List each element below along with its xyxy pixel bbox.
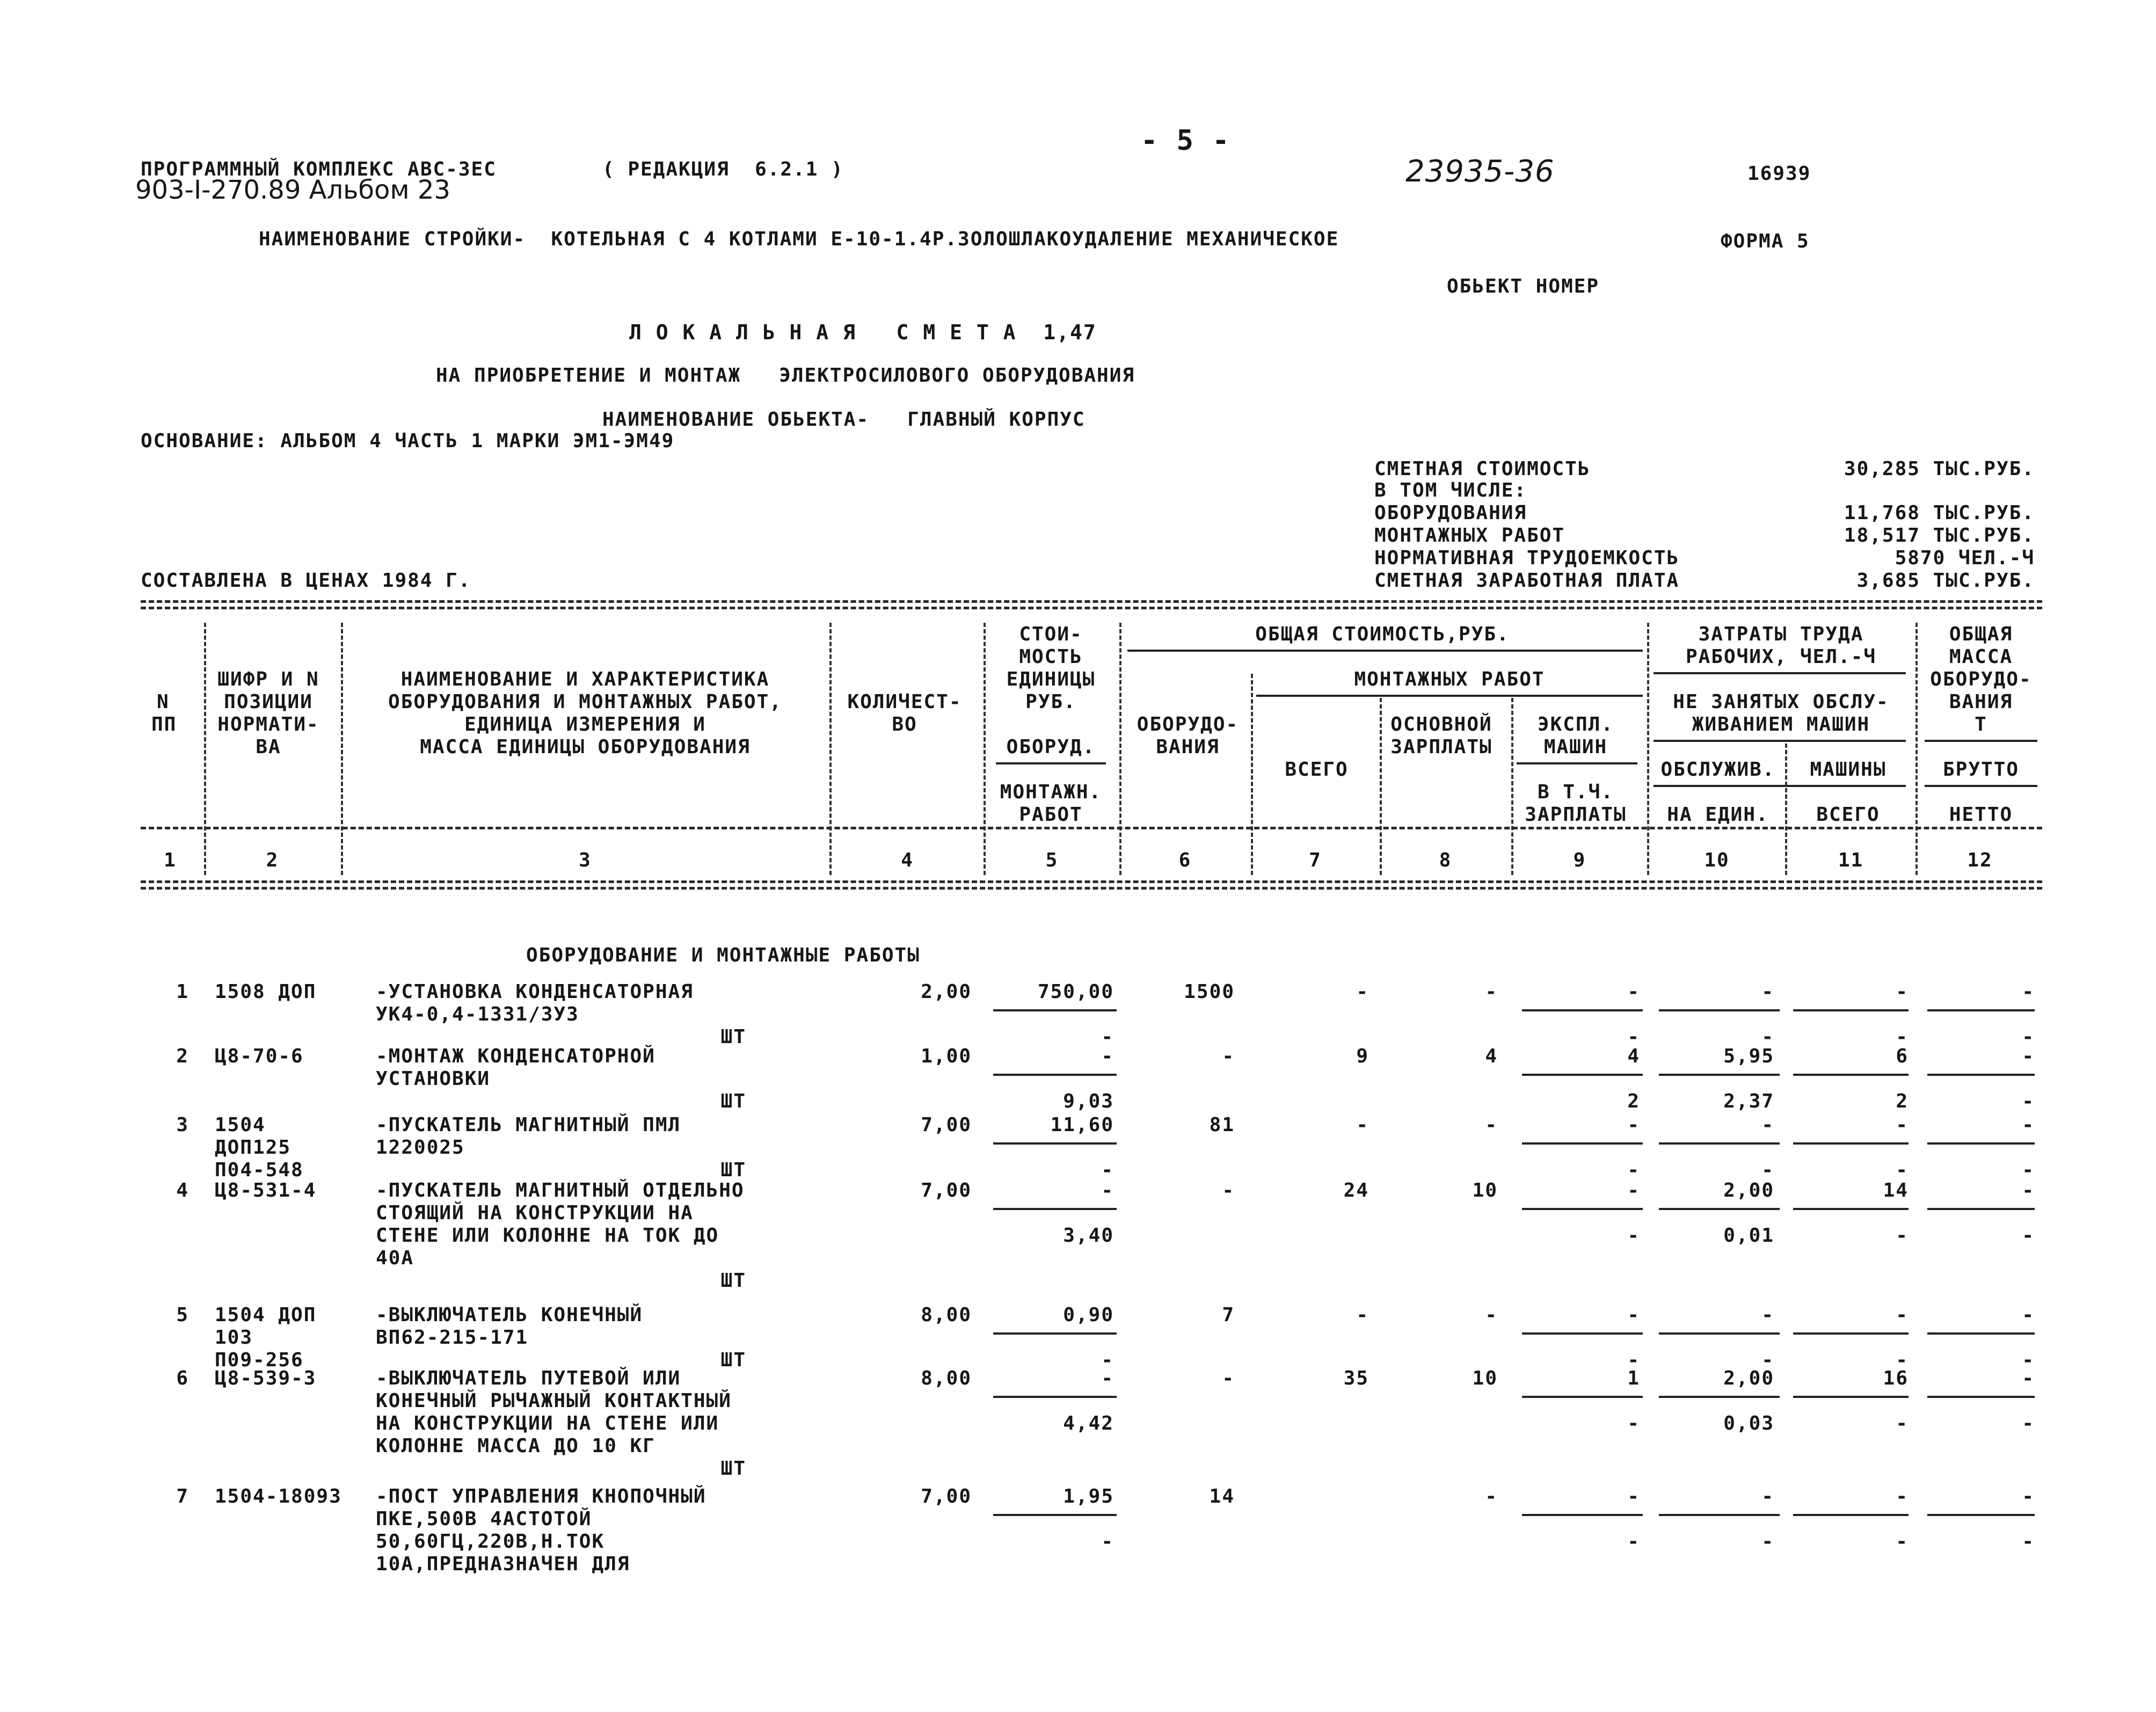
row-labor-unit-lower: -: [1761, 1531, 1774, 1553]
row-labor-unit-lower: -: [1761, 1159, 1774, 1181]
summary-value: 5870 ЧЕЛ.-Ч: [1895, 547, 2035, 569]
row-price-equipment: 750,00: [1037, 981, 1114, 1003]
row-machines-upper: 1: [1627, 1367, 1640, 1389]
cell-underline: [1927, 1396, 2035, 1398]
col-header: ВО: [892, 713, 917, 735]
row-description: СТОЯЩИЙ НА КОНСТРУКЦИИ НА: [376, 1202, 694, 1224]
row-machines-lower: -: [1627, 1026, 1640, 1048]
cell-underline: [1793, 1142, 1909, 1145]
header-top-rule: [141, 600, 2042, 603]
col-divider: [1925, 785, 2037, 787]
column-separator: [1119, 623, 1121, 875]
row-machines-lower: -: [1627, 1225, 1640, 1247]
cell-underline: [1522, 1009, 1643, 1011]
row-machines-upper: -: [1627, 1485, 1640, 1507]
row-number: 6: [176, 1367, 189, 1389]
row-price-mounting: 4,42: [1063, 1412, 1114, 1434]
summary-label: СМЕТНАЯ ЗАРАБОТНАЯ ПЛАТА: [1374, 570, 1680, 592]
col-header: НЕТТО: [1949, 804, 2013, 826]
row-price-mounting: 9,03: [1063, 1090, 1114, 1112]
row-mass-upper: -: [2022, 1304, 2035, 1326]
col-header: Т: [1975, 713, 1987, 735]
row-code: ДОП125: [215, 1137, 292, 1159]
row-unit: ШТ: [720, 1270, 746, 1292]
row-number: 4: [176, 1179, 189, 1201]
row-labor-total-lower: -: [1896, 1349, 1909, 1371]
row-mass-upper: -: [2022, 981, 2035, 1003]
row-labor-unit-lower: -: [1761, 1349, 1774, 1371]
row-unit: ШТ: [720, 1458, 746, 1480]
cell-underline: [1522, 1514, 1643, 1516]
col-header: НЕ ЗАНЯТЫХ ОБСЛУ-: [1673, 691, 1889, 713]
cell-underline: [1793, 1396, 1909, 1398]
row-machines-upper: -: [1627, 1179, 1640, 1201]
document-code: 903-I-270.89 Альбом 23: [135, 175, 450, 205]
cell-underline: [993, 1074, 1117, 1076]
row-mass-lower: -: [2022, 1531, 2035, 1553]
row-description: СТЕНЕ ИЛИ КОЛОННЕ НА ТОК ДО: [376, 1225, 719, 1247]
page-number: - 5 -: [1141, 125, 1230, 157]
col-header: ВА: [256, 736, 281, 758]
row-code: 1504-18093: [215, 1485, 342, 1507]
row-mass-upper: -: [2022, 1485, 2035, 1507]
column-separator: [1647, 623, 1649, 875]
col-header: МАШИН: [1543, 736, 1608, 758]
cell-underline: [1927, 1332, 2035, 1335]
row-machines-upper: -: [1627, 1114, 1640, 1136]
program-name: ПРОГРАММНЫЙ КОМПЛЕКС АВС-3ЕС: [141, 158, 497, 180]
handwritten-number: 23935-36: [1405, 154, 1555, 189]
summary-label: НОРМАТИВНАЯ ТРУДОЕМКОСТЬ: [1374, 547, 1680, 569]
row-equipment-total: 14: [1209, 1485, 1235, 1507]
col-header: МОНТАЖН.: [1000, 781, 1102, 803]
object-name: НАИМЕНОВАНИЕ ОБЬЕКТА- ГЛАВНЫЙ КОРПУС: [602, 409, 1086, 431]
row-unit: ШТ: [720, 1349, 746, 1371]
col-header: N: [157, 691, 170, 713]
summary-value: 3,685 ТЫС.РУБ.: [1856, 570, 2035, 592]
row-machines-lower: -: [1627, 1412, 1640, 1434]
row-price-mounting: -: [1101, 1026, 1114, 1048]
row-price-equipment: -: [1101, 1045, 1114, 1067]
cell-underline: [1659, 1074, 1780, 1076]
row-machines-lower: 2: [1627, 1090, 1640, 1112]
column-separator: [984, 623, 986, 875]
col-header: РАБОТ: [1019, 804, 1083, 826]
estimate-title: Л О К А Л Ь Н А Я С М Е Т А 1,47: [629, 320, 1097, 344]
row-description: УСТАНОВКИ: [376, 1068, 491, 1090]
col-header: МАШИНЫ: [1810, 759, 1886, 781]
row-number: 2: [176, 1045, 189, 1067]
row-mounting-total: 9: [1356, 1045, 1369, 1067]
column-separator: [1251, 674, 1253, 875]
row-mounting-total: -: [1356, 1114, 1369, 1136]
price-basis: СОСТАВЛЕНА В ЦЕНАХ 1984 Г.: [141, 570, 471, 592]
row-price-mounting: -: [1101, 1531, 1114, 1553]
row-code: 103: [215, 1327, 253, 1349]
header-mid-rule: [141, 827, 2042, 829]
col-header: ОБЩАЯ: [1949, 623, 2013, 645]
row-labor-unit-upper: -: [1761, 1485, 1774, 1507]
row-number: 1: [176, 981, 189, 1003]
construction-name: НАИМЕНОВАНИЕ СТРОЙКИ- КОТЕЛЬНАЯ С 4 КОТЛАМИ Е-10-1.4Р.ЗОЛОШЛАКОУДАЛЕНИЕ МЕХАНИЧЕСКОЕ: [259, 228, 1339, 250]
cell-underline: [1659, 1142, 1780, 1145]
row-mass-lower: -: [2022, 1026, 2035, 1048]
row-description: -ПОСТ УПРАВЛЕНИЯ КНОПОЧНЫЙ: [376, 1485, 706, 1507]
summary-value: 18,517 ТЫС.РУБ.: [1844, 524, 2035, 547]
row-labor-total-lower: -: [1896, 1026, 1909, 1048]
row-code: Ц8-70-6: [215, 1045, 304, 1067]
cell-underline: [1927, 1208, 2035, 1210]
cell-underline: [993, 1396, 1117, 1398]
col-divider: [1654, 785, 1906, 787]
row-equipment-total: -: [1222, 1045, 1235, 1067]
row-labor-unit-upper: -: [1761, 1304, 1774, 1326]
col-header: МАССА ЕДИНИЦЫ ОБОРУДОВАНИЯ: [420, 736, 751, 758]
row-quantity: 7,00: [921, 1485, 972, 1507]
cell-underline: [993, 1009, 1117, 1011]
row-labor-unit-upper: 5,95: [1723, 1045, 1774, 1067]
col-header: ВСЕГО: [1285, 759, 1349, 781]
row-labor-unit-upper: -: [1761, 981, 1774, 1003]
row-machines-lower: -: [1627, 1159, 1640, 1181]
cell-underline: [1793, 1208, 1909, 1210]
col-header: РАБОЧИХ, ЧЕЛ.-Ч: [1685, 646, 1877, 668]
row-mass-upper: -: [2022, 1367, 2035, 1389]
cell-underline: [1793, 1009, 1909, 1011]
col-header: НОРМАТИ-: [217, 713, 319, 735]
row-code: Ц8-531-4: [215, 1179, 317, 1201]
row-description: -ПУСКАТЕЛЬ МАГНИТНЫЙ ПМЛ: [376, 1114, 681, 1136]
column-number: 6: [1178, 849, 1192, 871]
row-equipment-total: 81: [1209, 1114, 1235, 1136]
row-machines-lower: -: [1627, 1349, 1640, 1371]
row-mounting-total: 24: [1343, 1179, 1369, 1201]
col-header: ВСЕГО: [1816, 804, 1880, 826]
row-code: Ц8-539-3: [215, 1367, 317, 1389]
cell-underline: [1927, 1009, 2035, 1011]
cell-underline: [1522, 1074, 1643, 1076]
col-header: ЕДИНИЦА ИЗМЕРЕНИЯ И: [464, 713, 706, 735]
cell-underline: [1659, 1514, 1780, 1516]
row-mounting-total: -: [1356, 981, 1369, 1003]
header-bottom-rule: [141, 887, 2042, 890]
row-description: ВП62-215-171: [376, 1327, 529, 1349]
col-header: ЗАТРАТЫ ТРУДА: [1698, 623, 1864, 645]
cell-underline: [1793, 1332, 1909, 1335]
col-header: ЭКСПЛ.: [1537, 713, 1614, 735]
row-equipment-total: 1500: [1184, 981, 1235, 1003]
col-header: БРУТТО: [1942, 759, 2020, 781]
row-description: 10А,ПРЕДНАЗНАЧЕН ДЛЯ: [376, 1553, 630, 1575]
col-header: РУБ.: [1025, 691, 1076, 713]
row-mass-upper: -: [2022, 1045, 2035, 1067]
row-labor-total-lower: -: [1896, 1159, 1909, 1181]
col-header: ПОЗИЦИИ: [224, 691, 313, 713]
summary-label: МОНТАЖНЫХ РАБОТ: [1374, 524, 1565, 547]
row-labor-unit-lower: 0,01: [1723, 1225, 1774, 1247]
cell-underline: [1927, 1074, 2035, 1076]
row-base-salary: -: [1485, 1114, 1498, 1136]
col-header: ЗАРПЛАТЫ: [1390, 736, 1492, 758]
column-separator: [1785, 744, 1787, 875]
cell-underline: [1793, 1074, 1909, 1076]
row-labor-total-upper: -: [1896, 1485, 1909, 1507]
col-header: ВАНИЯ: [1949, 691, 2013, 713]
row-number: 5: [176, 1304, 189, 1326]
cell-underline: [1522, 1142, 1643, 1145]
row-description: -ВЫКЛЮЧАТЕЛЬ КОНЕЧНЫЙ: [376, 1304, 643, 1326]
col-header: ШИФР И N: [217, 668, 319, 690]
cell-underline: [1522, 1332, 1643, 1335]
row-number: 7: [176, 1485, 189, 1507]
column-number: 4: [901, 849, 914, 871]
row-price-equipment: -: [1101, 1367, 1114, 1389]
col-divider: [1127, 650, 1643, 652]
row-price-equipment: 11,60: [1050, 1114, 1114, 1136]
row-description: -МОНТАЖ КОНДЕНСАТОРНОЙ: [376, 1045, 655, 1067]
column-number: 3: [579, 849, 592, 871]
summary-label: СМЕТНАЯ СТОИМОСТЬ: [1374, 458, 1591, 480]
row-code: 1508 ДОП: [215, 981, 317, 1003]
column-separator: [204, 623, 206, 875]
row-labor-total-lower: -: [1896, 1531, 1909, 1553]
row-description: НА КОНСТРУКЦИИ НА СТЕНЕ ИЛИ: [376, 1412, 719, 1434]
header-top-rule: [141, 607, 2042, 609]
row-code: 1504: [215, 1114, 266, 1136]
col-header: КОЛИЧЕСТ-: [847, 691, 962, 713]
row-number: 3: [176, 1114, 189, 1136]
row-labor-total-upper: 6: [1896, 1045, 1909, 1067]
col-header: ОСНОВНОЙ: [1390, 713, 1492, 735]
row-description: -ПУСКАТЕЛЬ МАГНИТНЫЙ ОТДЕЛЬНО: [376, 1179, 745, 1201]
cell-underline: [1659, 1208, 1780, 1210]
cell-underline: [1927, 1142, 2035, 1145]
column-number: 10: [1704, 849, 1730, 871]
row-labor-unit-lower: 0,03: [1723, 1412, 1774, 1434]
header-bottom-rule: [141, 880, 2042, 883]
col-header: МАССА: [1949, 646, 2013, 668]
col-divider: [1654, 740, 1906, 742]
summary-label: ОБОРУДОВАНИЯ: [1374, 502, 1527, 524]
col-header: ОБОРУДО-: [1137, 713, 1239, 735]
summary-label: В ТОМ ЧИСЛЕ:: [1374, 479, 1527, 501]
row-machines-upper: -: [1627, 981, 1640, 1003]
row-labor-total-upper: 14: [1883, 1179, 1909, 1201]
col-header: СТОИ-: [1019, 623, 1083, 645]
col-header: ПП: [151, 713, 177, 735]
estimate-purpose: НА ПРИОБРЕТЕНИЕ И МОНТАЖ ЭЛЕКТРОСИЛОВОГО ОБОРУДОВАНИЯ: [436, 365, 1135, 387]
estimate-basis: ОСНОВАНИЕ: АЛЬБОМ 4 ЧАСТЬ 1 МАРКИ ЭМ1-ЭМ49: [141, 430, 675, 452]
col-header: ОБЩАЯ СТОИМОСТЬ,РУБ.: [1255, 623, 1510, 645]
row-labor-total-upper: -: [1896, 1114, 1909, 1136]
row-price-mounting: 3,40: [1063, 1225, 1114, 1247]
stamp-number: 16939: [1747, 163, 1811, 185]
row-description: -УСТАНОВКА КОНДЕНСАТОРНАЯ: [376, 981, 694, 1003]
row-mass-lower: -: [2022, 1090, 2035, 1112]
col-divider: [996, 762, 1106, 764]
col-header: МОСТЬ: [1019, 646, 1083, 668]
row-labor-total-upper: -: [1896, 981, 1909, 1003]
row-base-salary: 10: [1472, 1179, 1498, 1201]
col-header: ОБОРУДО-: [1930, 668, 2032, 690]
row-labor-unit-upper: -: [1761, 1114, 1774, 1136]
row-description: 1220025: [376, 1137, 465, 1159]
row-mass-lower: -: [2022, 1225, 2035, 1247]
form-number: ФОРМА 5: [1721, 230, 1810, 252]
row-code: П04-548: [215, 1159, 304, 1181]
edition: ( РЕДАКЦИЯ 6.2.1 ): [602, 158, 844, 180]
row-unit: ШТ: [720, 1159, 746, 1181]
row-labor-unit-lower: 2,37: [1723, 1090, 1774, 1112]
column-number: 12: [1967, 849, 1993, 871]
row-quantity: 2,00: [921, 981, 972, 1003]
col-header: НАИМЕНОВАНИЕ И ХАРАКТЕРИСТИКА: [400, 668, 770, 690]
row-price-equipment: -: [1101, 1179, 1114, 1201]
row-mass-upper: -: [2022, 1179, 2035, 1201]
row-code: П09-256: [215, 1349, 304, 1371]
cell-underline: [993, 1142, 1117, 1145]
row-labor-total-upper: 16: [1883, 1367, 1909, 1389]
row-base-salary: 4: [1485, 1045, 1498, 1067]
row-base-salary: -: [1485, 1304, 1498, 1326]
row-base-salary: -: [1485, 981, 1498, 1003]
row-quantity: 7,00: [921, 1114, 972, 1136]
summary-value: 30,285 ТЫС.РУБ.: [1844, 458, 2035, 480]
row-mass-lower: -: [2022, 1412, 2035, 1434]
col-divider: [1925, 740, 2037, 742]
row-labor-total-lower: -: [1896, 1412, 1909, 1434]
row-price-mounting: -: [1101, 1349, 1114, 1371]
row-mounting-total: -: [1356, 1304, 1369, 1326]
row-equipment-total: -: [1222, 1179, 1235, 1201]
col-header: ЖИВАНИЕМ МАШИН: [1692, 713, 1870, 735]
row-mass-lower: -: [2022, 1349, 2035, 1371]
col-header: ОБСЛУЖИВ.: [1660, 759, 1775, 781]
row-description: 50,60ГЦ,220В,Н.ТОК: [376, 1531, 605, 1553]
row-labor-total-lower: -: [1896, 1225, 1909, 1247]
column-number: 2: [266, 849, 279, 871]
row-machines-upper: -: [1627, 1304, 1640, 1326]
summary-value: 11,768 ТЫС.РУБ.: [1844, 502, 2035, 524]
column-number: 9: [1573, 849, 1586, 871]
row-unit: ШТ: [720, 1026, 746, 1048]
row-base-salary: 10: [1472, 1367, 1498, 1389]
cell-underline: [1659, 1396, 1780, 1398]
col-header: ОБОРУД.: [1006, 736, 1096, 758]
row-mass-lower: -: [2022, 1159, 2035, 1181]
row-labor-unit-upper: 2,00: [1723, 1367, 1774, 1389]
row-price-mounting: -: [1101, 1159, 1114, 1181]
row-mounting-total: 35: [1343, 1367, 1369, 1389]
cell-underline: [1659, 1332, 1780, 1335]
cell-underline: [1927, 1514, 2035, 1516]
row-base-salary: -: [1485, 1485, 1498, 1507]
col-header: НА ЕДИН.: [1667, 804, 1769, 826]
column-number: 1: [164, 849, 177, 871]
row-unit: ШТ: [720, 1090, 746, 1112]
column-separator: [341, 623, 343, 875]
col-header: МОНТАЖНЫХ РАБОТ: [1354, 668, 1545, 690]
col-divider: [1517, 762, 1637, 764]
col-divider: [1654, 672, 1906, 674]
row-description: -ВЫКЛЮЧАТЕЛЬ ПУТЕВОЙ ИЛИ: [376, 1367, 681, 1389]
row-description: УК4-0,4-1331/3У3: [376, 1003, 579, 1025]
cell-underline: [993, 1514, 1117, 1516]
col-divider: [1256, 695, 1643, 697]
column-separator: [829, 623, 832, 875]
row-labor-total-upper: -: [1896, 1304, 1909, 1326]
section-title: ОБОРУДОВАНИЕ И МОНТАЖНЫЕ РАБОТЫ: [526, 944, 920, 966]
column-separator: [1380, 698, 1382, 875]
cell-underline: [1522, 1208, 1643, 1210]
row-labor-unit-lower: -: [1761, 1026, 1774, 1048]
object-number: ОБЬЕКТ НОМЕР: [1447, 275, 1600, 297]
col-header: В Т.Ч.: [1537, 781, 1614, 803]
cell-underline: [1522, 1396, 1643, 1398]
column-number: 5: [1045, 849, 1059, 871]
row-description: ПКЕ,500В 4АСТОТОЙ: [376, 1508, 592, 1530]
cell-underline: [993, 1332, 1117, 1335]
row-price-equipment: 1,95: [1063, 1485, 1114, 1507]
row-quantity: 8,00: [921, 1304, 972, 1326]
row-labor-total-lower: 2: [1896, 1090, 1909, 1112]
row-quantity: 1,00: [921, 1045, 972, 1067]
row-quantity: 7,00: [921, 1179, 972, 1201]
column-separator: [1511, 698, 1513, 875]
column-number: 11: [1838, 849, 1864, 871]
col-header: ВАНИЯ: [1156, 736, 1220, 758]
cell-underline: [1659, 1009, 1780, 1011]
row-equipment-total: -: [1222, 1367, 1235, 1389]
row-equipment-total: 7: [1222, 1304, 1235, 1326]
row-machines-lower: -: [1627, 1531, 1640, 1553]
cell-underline: [1793, 1514, 1909, 1516]
row-price-equipment: 0,90: [1063, 1304, 1114, 1326]
row-code: 1504 ДОП: [215, 1304, 317, 1326]
col-header: ЗАРПЛАТЫ: [1525, 804, 1627, 826]
row-description: КОЛОННЕ МАССА ДО 10 КГ: [376, 1435, 655, 1457]
column-number: 8: [1439, 849, 1452, 871]
column-separator: [1915, 623, 1918, 875]
column-number: 7: [1309, 849, 1322, 871]
col-header: ЕДИНИЦЫ: [1006, 668, 1096, 690]
row-description: КОНЕЧНЫЙ РЫЧАЖНЫЙ КОНТАКТНЫЙ: [376, 1390, 732, 1412]
row-quantity: 8,00: [921, 1367, 972, 1389]
cell-underline: [993, 1208, 1117, 1210]
col-header: ОБОРУДОВАНИЯ И МОНТАЖНЫХ РАБОТ,: [388, 691, 782, 713]
row-description: 40А: [376, 1247, 414, 1269]
row-mass-upper: -: [2022, 1114, 2035, 1136]
row-labor-unit-upper: 2,00: [1723, 1179, 1774, 1201]
row-machines-upper: 4: [1627, 1045, 1640, 1067]
